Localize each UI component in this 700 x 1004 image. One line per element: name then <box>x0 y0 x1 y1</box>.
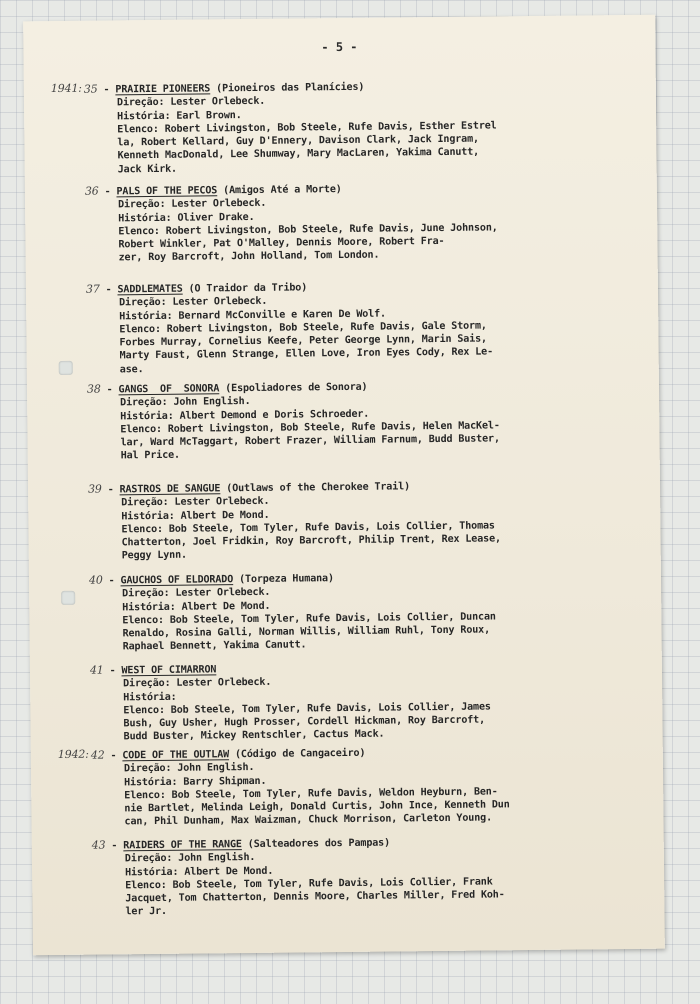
credit-line: Jacquet, Tom Chatterton, Dennis Moore, Charles Miller, Fred Koh- <box>125 889 505 905</box>
credit-line: Elenco: Robert Livingston, Bob Steele, Rufe Davis, Esther Estrel <box>117 120 497 136</box>
credit-line: Jack Kirk. <box>117 163 178 176</box>
film-dash: - <box>109 665 116 677</box>
credit-line: Renaldo, Rosina Galli, Norman Willis, William Ruhl, Tony Roux, <box>122 624 491 640</box>
film-credits <box>119 291 651 376</box>
credit-line: Robert Winkler, Pat O'Malley, Dennis Moore, Robert Fra- <box>118 236 445 251</box>
credit-line: Direção: John English. <box>123 762 255 775</box>
film-number: 43 <box>91 838 106 852</box>
credit-line: Forbes Murray, Cornelius Keefe, Peter George Lynn, Marin Sais, <box>119 333 488 349</box>
film-entry <box>57 743 656 830</box>
film-portuguese-title: (Amigos Até a Morte) <box>223 184 342 197</box>
film-number: 36 <box>84 184 99 198</box>
film-entry <box>89 568 654 655</box>
film-dash: - <box>108 575 115 587</box>
credit-line: zer, Roy Barcroft, John Holland, Tom London. <box>118 250 380 264</box>
credit-line: Elenco: Robert Livingston, Bob Steele, Rufe Davis, Gale Storm, <box>119 320 487 336</box>
credit-line: Elenco: Bob Steele, Tom Tyler, Rufe Davis, Lois Collier, Thomas <box>121 520 495 536</box>
credit-line: Kenneth MacDonald, Lee Shumway, Mary MacLaren, Yakima Canutt, <box>117 147 480 162</box>
film-dash: - <box>104 186 111 198</box>
film-title: WEST OF CIMARRON <box>121 664 217 677</box>
film-number: 39 <box>87 482 102 496</box>
credit-line: História: Bernard McConville e Karen De Wolf. <box>119 308 386 322</box>
credit-line: Elenco: Bob Steele, Tom Tyler, Rufe Davis, Lois Collier, Duncan <box>122 611 496 627</box>
film-portuguese-title: (Pioneiros das Planícies) <box>216 81 365 95</box>
credit-line: Budd Buster, Mickey Rentschler, Cactus Mack. <box>123 729 385 743</box>
credit-line: Peggy Lynn. <box>121 550 187 562</box>
film-number: 37 <box>85 282 100 296</box>
film-entry <box>50 77 649 177</box>
film-title: PRAIRIE PIONEERS <box>115 83 211 96</box>
film-credits <box>122 582 654 654</box>
punch-hole <box>59 361 73 375</box>
credit-line: Direção: Lester Orlebeck. <box>117 198 267 211</box>
credit-line: Direção: John English. <box>124 852 256 865</box>
credit-line: ase. <box>119 363 144 376</box>
film-portuguese-title: (O Traidor da Tribo) <box>188 282 308 295</box>
film-dash: - <box>103 84 110 96</box>
credit-line: Elenco: Robert Livingston, Bob Steele, Rufe Davis, Helen MacKel- <box>120 420 500 436</box>
credit-line: Raphael Bennett, Yakima Canutt. <box>122 639 307 653</box>
credit-line: Direção: Lester Orlebeck. <box>116 96 266 109</box>
film-number: 38 <box>86 382 101 396</box>
credit-line: Bush, Guy Usher, Hugh Prosser, Cordell Hickman, Roy Barcroft, <box>123 714 486 730</box>
film-number: 35 <box>83 82 98 96</box>
film-number: 42 <box>90 748 105 762</box>
film-credits <box>118 193 650 265</box>
credit-line: História: Albert Demond e Doris Schroeder. <box>120 408 370 422</box>
film-title: GANGS OF SONORA <box>118 383 220 396</box>
credit-line: História: Barry Shipman. <box>124 775 267 788</box>
film-year: 1941: <box>50 81 82 96</box>
credit-line: História: Oliver Drake. <box>118 211 255 224</box>
film-entry <box>92 833 657 920</box>
film-credits <box>125 847 657 919</box>
film-portuguese-title: (Salteadores dos Pampas) <box>247 837 391 851</box>
film-portuguese-title: (Espoliadores de Sonora) <box>225 381 368 395</box>
film-title: SADDLEMATES <box>117 283 183 296</box>
film-entry <box>87 377 652 464</box>
film-credits <box>124 757 656 829</box>
typewritten-page <box>23 15 665 956</box>
film-entry <box>85 179 650 266</box>
credit-line: can, Phil Dunham, Max Waizman, Chuck Morrison, Carleton Young. <box>124 812 493 828</box>
credit-line: História: Albert De Mond. <box>122 600 271 613</box>
credit-line: Direção: Lester Orlebeck. <box>121 496 270 509</box>
credit-line: Elenco: Bob Steele, Tom Tyler, Rufe Davis, Weldon Heyburn, Ben- <box>124 786 498 802</box>
credit-line: ler Jr. <box>125 906 168 918</box>
film-year: 1942: <box>57 747 89 762</box>
film-dash: - <box>107 484 114 496</box>
film-number: 41 <box>89 663 104 677</box>
credit-line: Chatterton, Joel Fridkin, Roy Barcroft, Philip Trent, Rex Lease, <box>121 533 501 549</box>
film-entry <box>86 277 651 377</box>
film-entry <box>88 477 653 564</box>
film-credits <box>120 391 652 463</box>
film-title: GAUCHOS OF ELDORADO <box>120 574 234 587</box>
film-portuguese-title: (Torpeza Humana) <box>239 573 334 586</box>
film-dash: - <box>105 284 112 296</box>
film-portuguese-title: (Outlaws of the Cherokee Trail) <box>226 481 411 495</box>
credit-line: nie Bartlet, Melinda Leigh, Donald Curtis, John Ince, Kenneth Dun <box>124 799 510 815</box>
credit-line: Direção: Lester Orlebeck. <box>123 677 272 690</box>
punch-hole <box>61 591 75 605</box>
film-title: PALS OF THE PECOS <box>116 185 218 198</box>
credit-line: lar, Ward McTaggart, Robert Frazer, William Farnum, Budd Buster, <box>120 433 500 449</box>
film-title: RASTROS DE SANGUE <box>119 483 221 496</box>
credit-line: História: Albert De Mond. <box>121 509 270 522</box>
credit-line: História: <box>123 691 177 703</box>
credit-line: Direção: Lester Orlebeck. <box>122 587 271 600</box>
credit-line: Elenco: Bob Steele, Tom Tyler, Rufe Davis, Lois Collier, Frank <box>125 876 493 892</box>
film-dash: - <box>106 384 113 396</box>
film-entry <box>90 658 655 745</box>
film-dash: - <box>110 750 117 762</box>
film-dash: - <box>111 840 118 852</box>
page-number: - 5 - <box>321 39 358 55</box>
credit-line: História: Albert De Mond. <box>124 865 274 878</box>
film-number: 40 <box>88 573 103 587</box>
credit-line: Hal Price. <box>120 450 181 462</box>
credit-line: Direção: John English. <box>120 396 251 409</box>
credit-line: la, Robert Kellard, Guy D'Ennery, Davison Clark, Jack Ingram, <box>117 133 479 149</box>
film-credits <box>117 91 649 176</box>
credit-line: Elenco: Robert Livingston, Bob Steele, Rufe Davis, June Johnson, <box>118 222 498 238</box>
credit-line: História: Earl Brown. <box>117 109 242 122</box>
film-credits <box>121 491 653 563</box>
film-portuguese-title: (Código de Cangaceiro) <box>234 747 366 761</box>
film-title: CODE OF THE OUTLAW <box>122 749 230 762</box>
credit-line: Direção: Lester Orlebeck. <box>119 296 268 309</box>
credit-line: Elenco: Bob Steele, Tom Tyler, Rufe Davis, Lois Collier, James <box>123 701 491 717</box>
film-title: RAIDERS OF THE RANGE <box>123 839 242 852</box>
film-credits <box>123 672 655 744</box>
credit-line: Marty Faust, Glenn Strange, Ellen Love, Iron Eyes Cody, Rex Le- <box>119 346 494 362</box>
filmography-list <box>23 15 655 918</box>
